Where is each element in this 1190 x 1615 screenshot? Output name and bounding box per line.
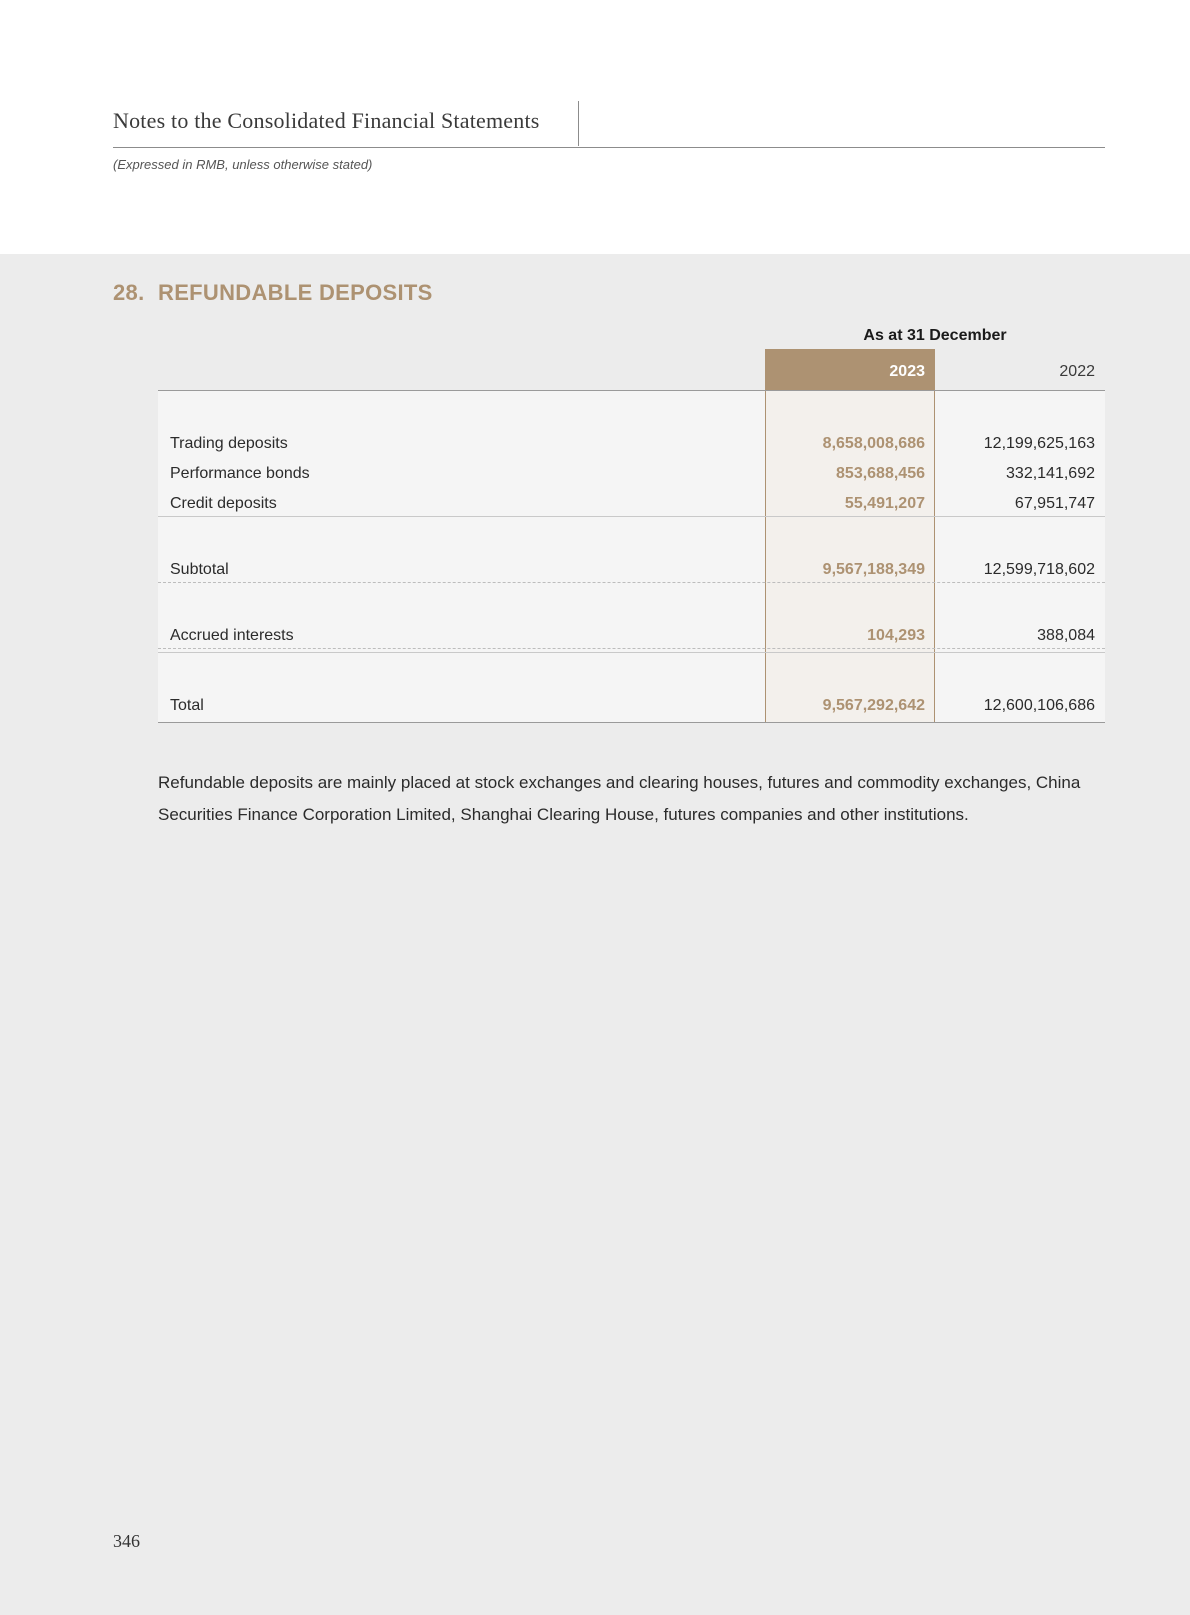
page-number: 346 <box>113 1531 140 1551</box>
row-value-2022-credit-deposits: 67,951,747 <box>1014 495 1095 512</box>
header-title: Notes to the Consolidated Financial Statements <box>113 108 540 133</box>
table-rule-after-subtotal <box>158 582 1105 583</box>
row-value-2022-accrued-interests: 388,084 <box>1037 627 1095 644</box>
row-value-2023-subtotal: 9,567,188,349 <box>822 561 925 578</box>
table-bottom-rule <box>158 722 1105 723</box>
row-value-2023-accrued-interests: 104,293 <box>867 627 925 644</box>
section-heading <box>113 280 433 306</box>
row-value-2023-total: 9,567,292,642 <box>822 697 925 714</box>
table-rule-after-accrued <box>158 648 1105 649</box>
table-group-header: As at 31 December <box>863 327 1007 344</box>
row-value-2023-performance-bonds: 853,688,456 <box>836 465 925 482</box>
table-rule-after-credit <box>158 516 1105 517</box>
row-label-trading-deposits: Trading deposits <box>170 435 288 452</box>
row-value-2023-trading-deposits: 8,658,008,686 <box>822 435 925 452</box>
header-subtitle: (Expressed in RMB, unless otherwise stated) <box>113 157 373 172</box>
table-rule-before-total <box>158 652 1105 653</box>
explanatory-note: Refundable deposits are mainly placed at stock exchanges and clearing houses, futures and commodity exchanges, China Securities Finance Corporation Limited, Shanghai Clearing House, futures companies and other institutions. <box>158 773 1081 824</box>
row-value-2022-total: 12,600,106,686 <box>983 697 1095 714</box>
column-header-2023: 2023 <box>889 363 925 380</box>
table-header-rule <box>158 390 1105 391</box>
header-divider-vertical <box>578 101 579 146</box>
row-label-credit-deposits: Credit deposits <box>170 495 277 512</box>
row-value-2022-trading-deposits: 12,199,625,163 <box>983 435 1095 452</box>
section-number: 28. <box>113 280 145 305</box>
column-header-2022: 2022 <box>1059 363 1095 380</box>
row-label-accrued-interests: Accrued interests <box>170 627 294 644</box>
section-title: REFUNDABLE DEPOSITS <box>158 280 433 305</box>
row-value-2023-credit-deposits: 55,491,207 <box>844 495 925 512</box>
highlight-column-2023 <box>765 349 935 723</box>
row-label-total: Total <box>170 697 204 714</box>
row-value-2022-performance-bonds: 332,141,692 <box>1006 465 1095 482</box>
row-label-subtotal: Subtotal <box>170 561 229 578</box>
row-value-2022-subtotal: 12,599,718,602 <box>983 561 1095 578</box>
header-divider-horizontal <box>113 147 1105 148</box>
row-label-performance-bonds: Performance bonds <box>170 465 310 482</box>
